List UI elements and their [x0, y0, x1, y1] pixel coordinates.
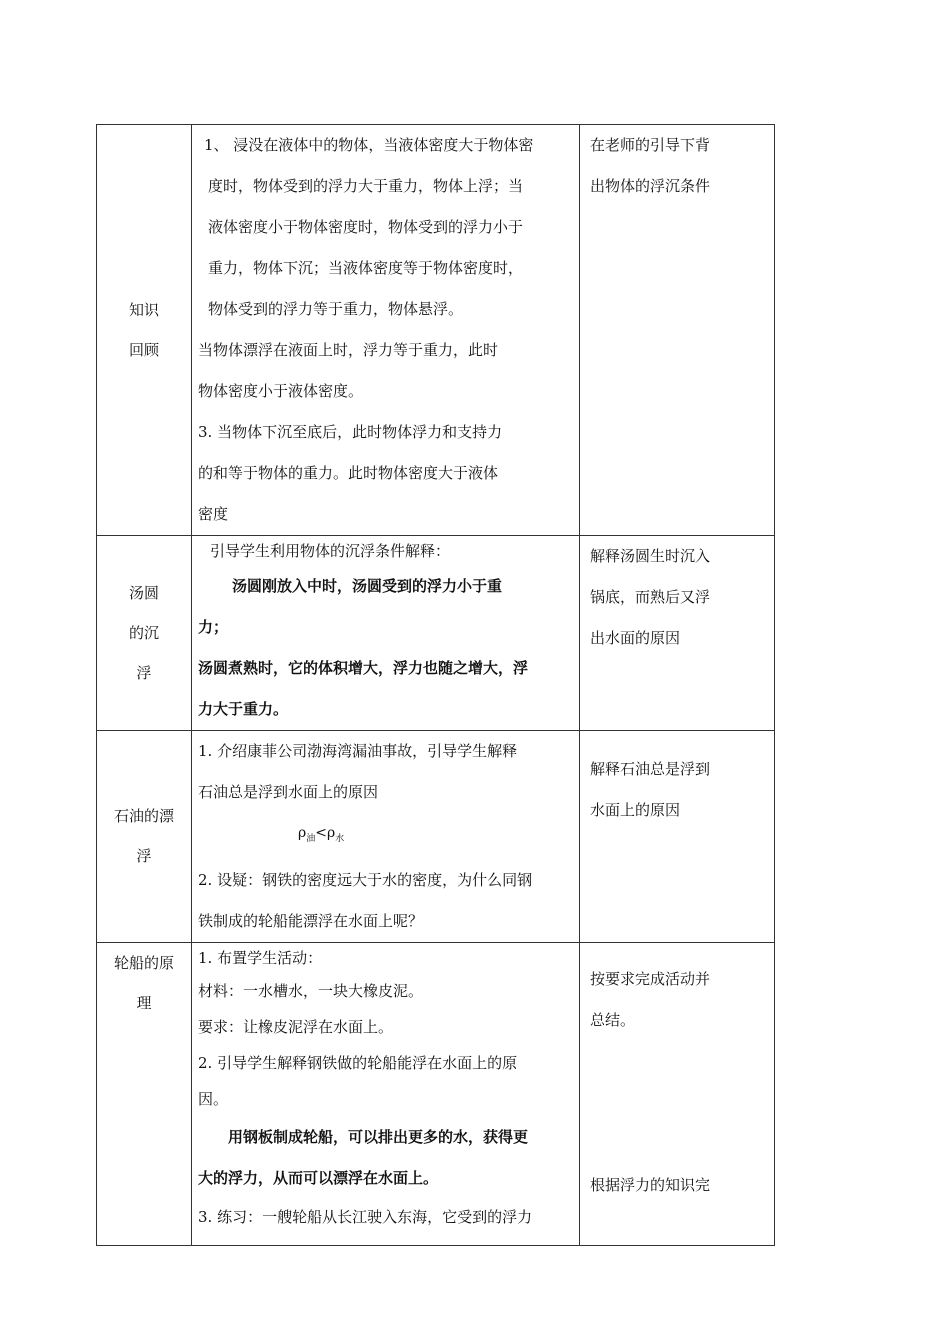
row-activity: 在老师的引导下背 出物体的浮沉条件: [580, 125, 775, 536]
row-label: 汤圆 的沉 浮: [97, 536, 192, 731]
row-label: 知识 回顾: [97, 125, 192, 536]
row-label: 石油的漂 浮: [97, 731, 192, 943]
table-row: [97, 731, 775, 943]
row-content: 1. 介绍康菲公司渤海湾漏油事故，引导学生解释 石油总是浮到水面上的原因 $\rho_油<\rho_水$ 2. 设疑：钢铁的密度远大于水的密度，为什么同钢 铁制成的轮船能漂浮在水面上呢？: [192, 731, 580, 943]
table-row: [97, 125, 775, 536]
row-label: 轮船的原 理: [97, 942, 192, 1245]
row-content: 1. 布置学生活动： 材料：一水槽水，一块大橡皮泥。 要求：让橡皮泥浮在水面上。 2. 引导学生解释钢铁做的轮船能浮在水面上的原 因。 用钢板制成轮船，可以排出更多的水，获得更 大的浮力，从而可以漂浮在水面上。 3. 练习：一艘轮船从长江驶入东海，它受到的浮力: [192, 942, 580, 1245]
lesson-table: [96, 124, 775, 1246]
row-activity: 解释石油总是浮到 水面上的原因: [580, 731, 775, 943]
row-activity: 按要求完成活动并 总结。 根据浮力的知识完: [580, 942, 775, 1245]
row-activity: 解释汤圆生时沉入 锅底，而熟后又浮 出水面的原因: [580, 536, 775, 731]
table-row: [97, 536, 775, 731]
row-content: 1、 浸没在液体中的物体，当液体密度大于物体密 度时，物体受到的浮力大于重力，物体上浮；当 液体密度小于物体密度时，物体受到的浮力小于 重力，物体下沉；当液体密度等于物体密度时， 物体受到的浮力等于重力，物体悬浮。 当物体漂浮在液面上时，浮力等于重力，此时 物体密度小于液体密度。 3. 当物体下沉至底后，此时物体浮力和支持力 的和等于物体的重力。此时物体密度大于液体 密度: [192, 125, 580, 536]
table-row: [97, 942, 775, 1245]
row-content: 引导学生利用物体的沉浮条件解释： 汤圆刚放入中时，汤圆受到的浮力小于重 力； 汤圆煮熟时，它的体积增大，浮力也随之增大，浮 力大于重力。: [192, 536, 580, 731]
density-formula: $\rho_油<\rho_水$: [298, 825, 345, 844]
